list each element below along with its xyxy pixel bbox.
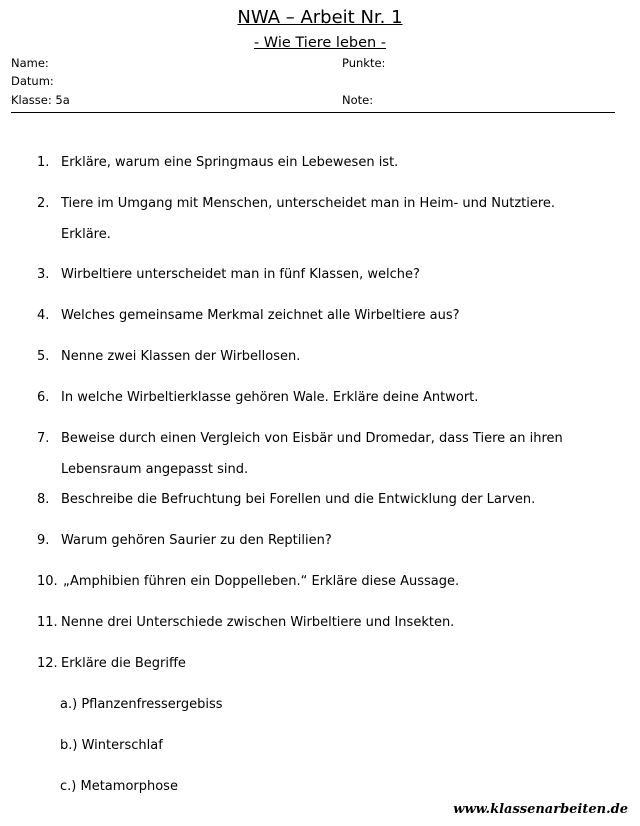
question-number: 9. (37, 533, 50, 548)
question-number: 12. (37, 656, 58, 671)
question-text: Erkläre, warum eine Springmaus ein Lebewesen ist. (61, 155, 399, 170)
question-text: Beschreibe die Befruchtung bei Forellen und die Entwicklung der Larven. (61, 492, 536, 507)
question-item (37, 566, 597, 597)
question-item (37, 648, 597, 679)
question-text: Nenne drei Unterschiede zwischen Wirbeltiere und Insekten. (61, 615, 455, 630)
question-number: 5. (37, 349, 50, 364)
subitem-text: Pflanzenfressergebiss (81, 697, 223, 712)
page-title (0, 6, 640, 30)
question-item (37, 382, 597, 413)
question-number: 3. (37, 267, 50, 282)
question-item (37, 188, 597, 250)
question-item (37, 259, 597, 290)
question-text: Nenne zwei Klassen der Wirbellosen. (61, 349, 301, 364)
page-subtitle (0, 33, 640, 53)
subitem-label: b.) (60, 738, 78, 753)
question-item (37, 607, 597, 638)
question-number: 8. (37, 492, 50, 507)
question-text: Erkläre die Begriffe (61, 656, 186, 671)
question-number: 10. (37, 574, 58, 589)
question-text: „Amphibien führen ein Doppelleben.“ Erkläre diese Aussage. (63, 574, 460, 589)
question-number: 7. (37, 431, 50, 446)
subitem-label: a.) (60, 697, 78, 712)
subitem-text: Metamorphose (80, 779, 178, 794)
klasse-label: Klasse: 5a (11, 93, 70, 107)
question-number: 4. (37, 308, 50, 323)
subitem (60, 778, 178, 796)
subitem-label: c.) (60, 779, 77, 794)
name-label: Name: (11, 56, 49, 70)
question-item (37, 423, 597, 485)
note-label: Note: (342, 93, 374, 107)
question-item (37, 484, 597, 515)
subitem-text: Winterschlaf (81, 738, 163, 753)
question-item (37, 525, 597, 556)
question-item (37, 147, 597, 178)
title-text: NWA – Arbeit Nr. 1 (237, 7, 403, 28)
header-divider (11, 112, 615, 113)
question-text: Beweise durch einen Vergleich von Eisbär und Dromedar, dass Tiere an ihren Lebensraum angepasst sind. (61, 431, 563, 477)
question-number: 11. (37, 615, 58, 630)
question-number: 2. (37, 196, 50, 211)
question-item (37, 300, 597, 331)
question-item (37, 341, 597, 372)
question-text: Welches gemeinsame Merkmal zeichnet alle Wirbeltiere aus? (61, 308, 460, 323)
question-text: Wirbeltiere unterscheidet man in fünf Klassen, welche? (61, 267, 420, 282)
question-text: Tiere im Umgang mit Menschen, unterscheidet man in Heim- und Nutztiere. Erkläre. (61, 196, 556, 242)
question-text: Warum gehören Saurier zu den Reptilien? (61, 533, 332, 548)
question-text: In welche Wirbeltierklasse gehören Wale. Erkläre deine Antwort. (61, 390, 479, 405)
punkte-label: Punkte: (342, 56, 386, 70)
footer-watermark: www.klassenarbeiten.de (453, 802, 628, 817)
question-number: 6. (37, 390, 50, 405)
question-number: 1. (37, 155, 50, 170)
subitem (60, 737, 163, 755)
datum-label: Datum: (11, 74, 54, 88)
subtitle-text: - Wie Tiere leben - (253, 35, 387, 51)
subitem (60, 696, 223, 714)
